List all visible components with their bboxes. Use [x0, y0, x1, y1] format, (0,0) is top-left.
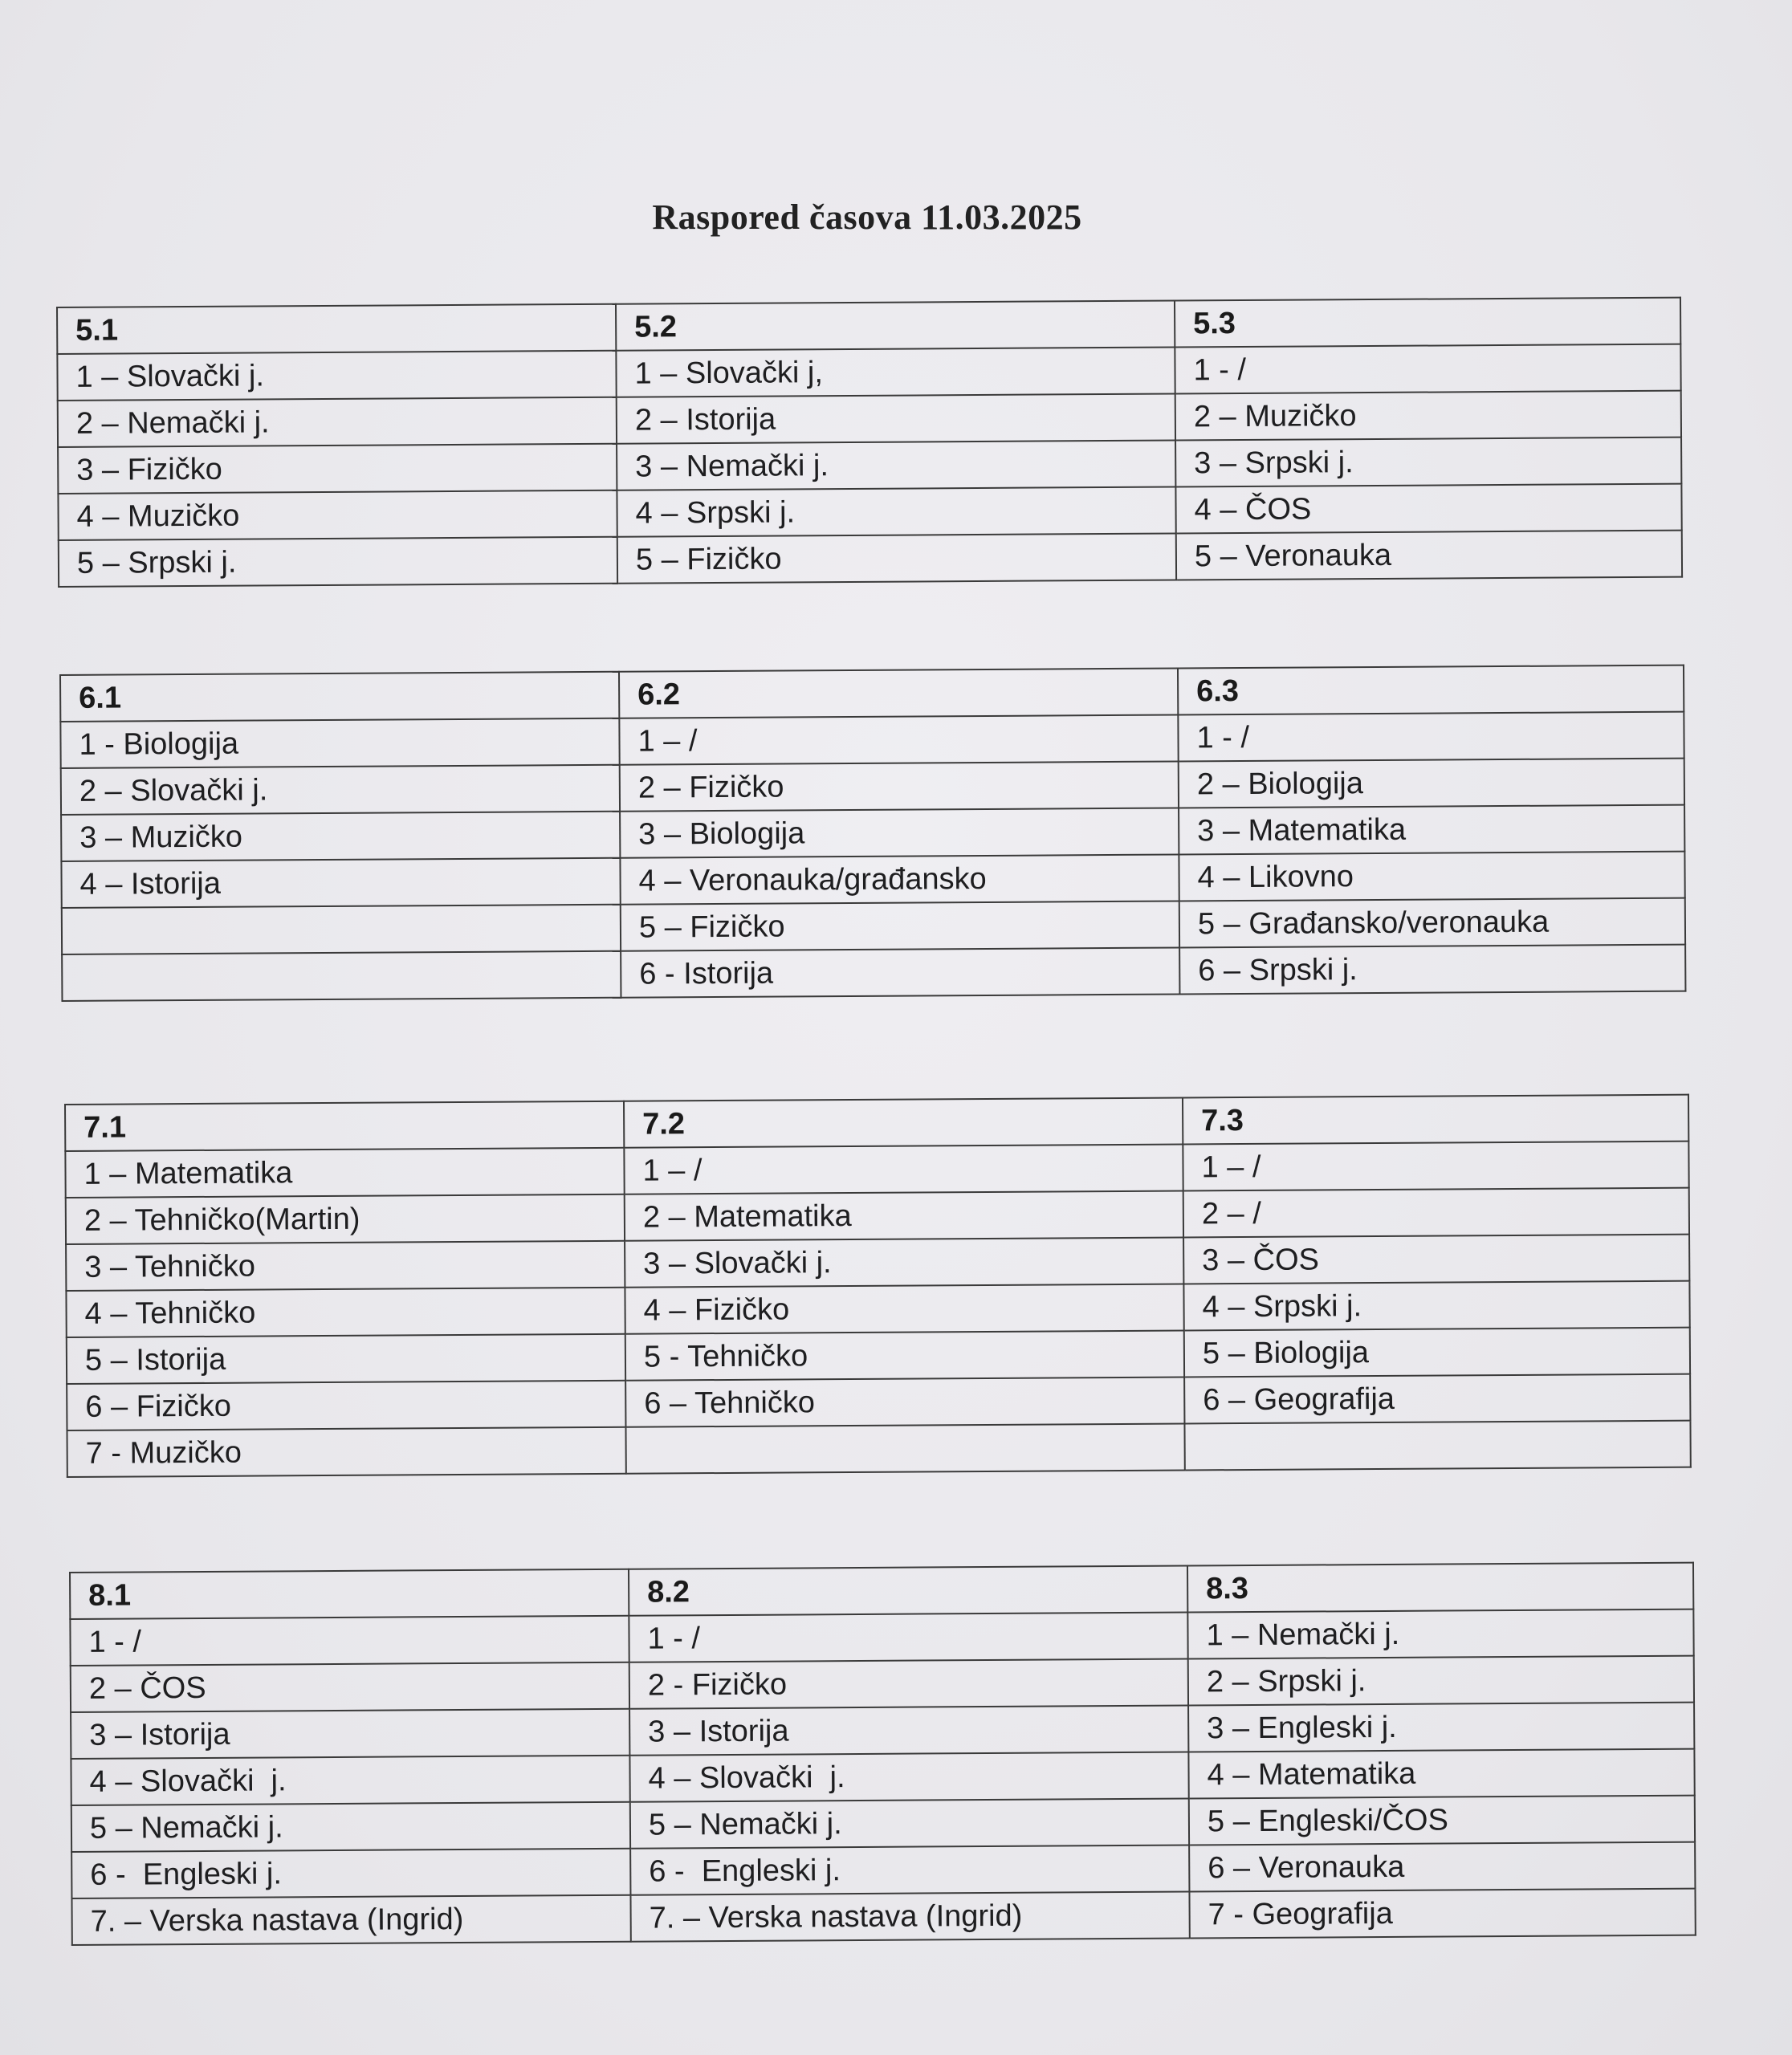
lesson-cell: 2 – ČOS — [71, 1662, 629, 1712]
lesson-cell: 2 – Slovački j. — [61, 765, 620, 815]
table-row — [62, 945, 1685, 1001]
class-header: 8.1 — [70, 1569, 629, 1619]
lesson-cell: 4 – Veronauka/građansko — [620, 854, 1179, 904]
lesson-cell: 6 – Tehničko — [625, 1377, 1184, 1426]
lesson-cell: 4 – Srpski j. — [617, 486, 1175, 536]
timetable-grade-6 — [59, 665, 1686, 1002]
lesson-cell: 4 – Slovački j. — [71, 1756, 629, 1805]
lesson-cell: 2 – Fizičko — [620, 761, 1179, 811]
lesson-cell: 3 – Engleski j. — [1188, 1703, 1694, 1752]
class-header: 5.3 — [1175, 298, 1680, 348]
class-header: 6.2 — [619, 668, 1178, 718]
lesson-cell: 1 - / — [70, 1616, 629, 1666]
lesson-cell: 7 - Muzičko — [67, 1427, 625, 1477]
lesson-cell: 3 – Nemački j. — [617, 440, 1175, 490]
lesson-cell: 1 - / — [1178, 712, 1684, 762]
lesson-cell: 2 – Muzičko — [1175, 391, 1681, 441]
document-title: Raspored časova 11.03.2025 — [652, 197, 1082, 237]
lesson-cell — [625, 1423, 1184, 1473]
lesson-cell: 6 - Istorija — [621, 947, 1179, 997]
lesson-cell: 2 – Tehničko(Martin) — [66, 1194, 625, 1244]
lesson-cell: 1 – Slovački j, — [616, 347, 1175, 397]
lesson-cell: 3 – Srpski j. — [1175, 437, 1681, 487]
lesson-cell: 4 – Muzičko — [58, 490, 617, 540]
lesson-cell: 5 – Fizičko — [621, 901, 1179, 950]
lesson-cell: 3 – Muzičko — [61, 812, 620, 861]
table-row — [67, 1421, 1690, 1477]
lesson-cell: 6 – Geografija — [1184, 1374, 1690, 1424]
lesson-cell: 1 – / — [624, 1144, 1183, 1194]
lesson-cell: 5 – Engleski/ČOS — [1189, 1796, 1695, 1845]
lesson-cell: 5 – Biologija — [1184, 1328, 1690, 1377]
class-header: 7.2 — [624, 1097, 1183, 1147]
lesson-cell: 3 – ČOS — [1183, 1235, 1689, 1284]
table-row — [59, 531, 1682, 587]
lesson-cell — [1184, 1421, 1690, 1471]
lesson-cell: 1 – / — [1183, 1141, 1688, 1191]
lesson-cell: 5 – Nemački j. — [71, 1802, 630, 1852]
lesson-cell: 3 – Tehničko — [66, 1241, 625, 1291]
class-header: 6.3 — [1178, 665, 1684, 715]
lesson-cell: 6 – Veronauka — [1189, 1842, 1695, 1892]
lesson-cell: 2 – Srpski j. — [1188, 1656, 1694, 1706]
lesson-cell: 1 - / — [629, 1612, 1187, 1662]
lesson-cell: 2 – Istorija — [617, 393, 1175, 443]
class-header: 6.1 — [60, 672, 619, 722]
lesson-cell: 7 - Geografija — [1189, 1889, 1695, 1939]
lesson-cell: 6 – Srpski j. — [1179, 945, 1685, 995]
lesson-cell: 3 – Biologija — [620, 808, 1179, 857]
timetable-grade-5 — [56, 297, 1683, 588]
class-header: 7.3 — [1183, 1095, 1688, 1145]
lesson-cell: 4 – Likovno — [1179, 852, 1684, 901]
lesson-cell: 3 – Slovački j. — [625, 1237, 1183, 1287]
lesson-cell — [62, 951, 621, 1001]
lesson-cell: 3 – Istorija — [629, 1705, 1188, 1755]
lesson-cell: 4 – Istorija — [61, 858, 620, 908]
lesson-cell: 7. – Verska nastava (Ingrid) — [71, 1895, 630, 1945]
lesson-cell: 1 - / — [1175, 344, 1680, 394]
table-row — [71, 1889, 1695, 1945]
lesson-cell: 4 – Srpski j. — [1183, 1281, 1689, 1331]
lesson-cell: 4 – Fizičko — [625, 1284, 1183, 1333]
lesson-cell: 2 – Matematika — [625, 1190, 1183, 1240]
lesson-cell: 4 – Tehničko — [66, 1288, 625, 1337]
lesson-cell: 2 – Biologija — [1179, 759, 1684, 808]
class-header: 7.1 — [65, 1101, 624, 1151]
lesson-cell: 3 – Matematika — [1179, 805, 1684, 855]
lesson-cell: 6 – Fizičko — [67, 1381, 625, 1430]
lesson-cell: 6 - Engleski j. — [71, 1849, 630, 1898]
lesson-cell: 4 – Slovački j. — [629, 1752, 1188, 1801]
class-header: 8.3 — [1187, 1563, 1693, 1613]
lesson-cell: 1 – / — [619, 714, 1178, 764]
lesson-cell: 4 – ČOS — [1175, 484, 1681, 534]
lesson-cell: 1 – Nemački j. — [1187, 1609, 1693, 1659]
lesson-cell: 5 – Srpski j. — [59, 537, 617, 587]
lesson-cell: 5 - Tehničko — [625, 1330, 1184, 1380]
lesson-cell: 5 – Veronauka — [1176, 531, 1682, 580]
lesson-cell: 3 – Istorija — [71, 1709, 629, 1759]
lesson-cell: 5 – Građansko/veronauka — [1179, 898, 1685, 948]
lesson-cell: 3 – Fizičko — [58, 444, 617, 494]
class-header: 5.1 — [57, 304, 616, 354]
lesson-cell: 4 – Matematika — [1188, 1749, 1694, 1799]
lesson-cell: 2 – / — [1183, 1188, 1689, 1238]
lesson-cell — [62, 905, 621, 954]
lesson-cell: 1 – Slovački j. — [57, 351, 616, 401]
lesson-cell: 2 – Nemački j. — [58, 397, 617, 447]
lesson-cell: 7. – Verska nastava (Ingrid) — [630, 1891, 1189, 1941]
timetable-grade-7 — [64, 1094, 1692, 1478]
lesson-cell: 5 – Istorija — [67, 1334, 625, 1384]
lesson-cell: 2 - Fizičko — [629, 1658, 1188, 1708]
lesson-cell: 5 – Nemački j. — [630, 1798, 1189, 1848]
lesson-cell: 1 - Biologija — [60, 718, 619, 768]
lesson-cell: 6 - Engleski j. — [630, 1845, 1189, 1894]
lesson-cell: 5 – Fizičko — [617, 533, 1176, 583]
timetable-grade-8 — [69, 1562, 1696, 1946]
class-header: 8.2 — [629, 1565, 1187, 1615]
class-header: 5.2 — [616, 300, 1175, 350]
lesson-cell: 1 – Matematika — [65, 1148, 624, 1198]
